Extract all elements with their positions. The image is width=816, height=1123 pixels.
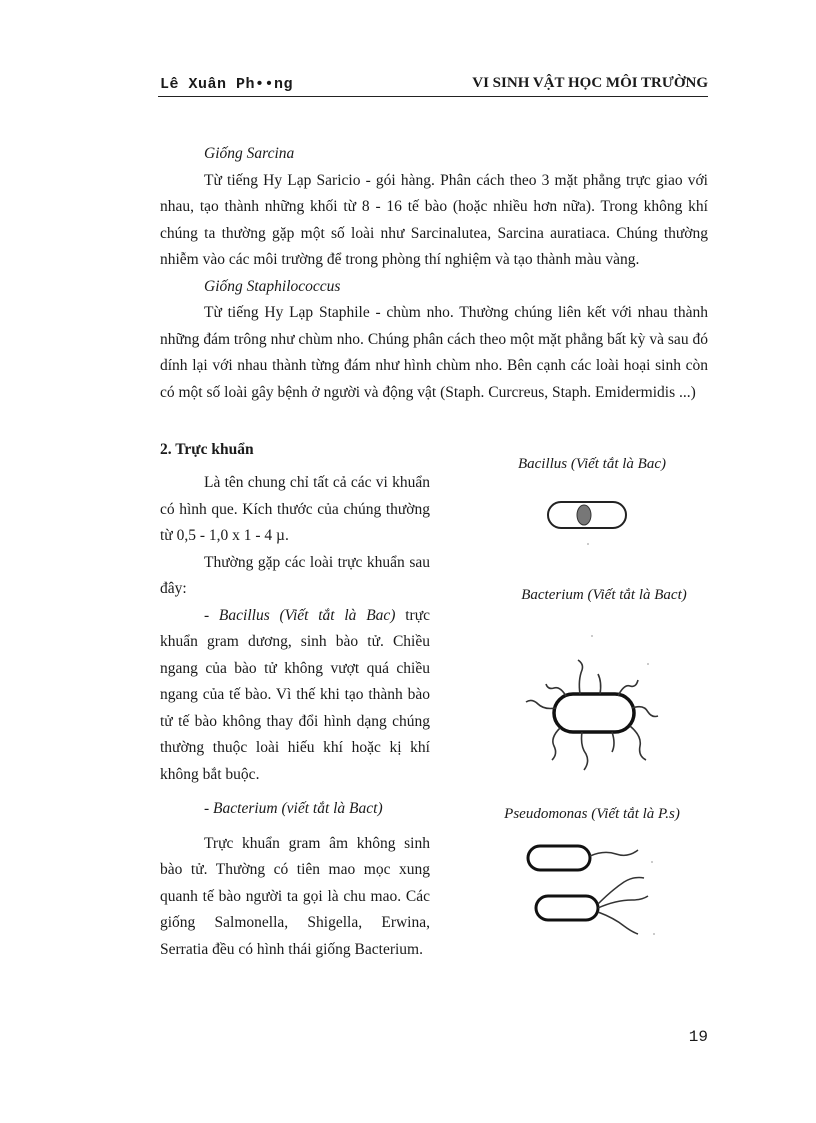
staphylococcus-paragraph: Từ tiếng Hy Lạp Staphile - chùm nho. Thường chúng liên kết với nhau thành những đám trông như chùm nho. Chúng phân cách theo một mặt phẳng bất kỳ và sau đó dính lại với nhau thành từng đám như hình chùm nho. Bên cạnh các loài hoại sinh còn có một số loài gây bệnh ở người và động vật (Staph. Curcreus, Staph. Emidermidis ...) <box>160 304 708 401</box>
section-heading-bacilli: 2. Trực khuẩn <box>160 441 254 458</box>
sarcina-paragraph: Từ tiếng Hy Lạp Saricio - gói hàng. Phân cách theo 3 mặt phẳng trực giao với nhau, tạo thành những khối từ 8 - 16 tế bào (hoặc nhiều hơn nữa). Trong không khí chúng ta thường gặp một số loài như Sarcinalutea, Sarcina auratiaca. Chúng thường nhiễm vào các môi trường để trong phòng thí nghiệm và tạo thành màu vàng. <box>160 171 708 268</box>
bacterium-cell <box>554 694 634 732</box>
header-rule <box>158 96 708 97</box>
bacillus-text: trực khuẩn gram dương, sinh bào tử. Chiều ngang của bào tử không vượt quá chiều ngang của tế bào. Vì thế khi tạo thành bào tử tế bào không thay đổi hình dạng chúng thường thuộc loài hiếu khí hoặc kị khí không bắt buộc. <box>160 606 430 783</box>
body-text-top <box>160 141 708 406</box>
staphylococcus-title: Giống Staphilococcus <box>204 277 341 295</box>
bacillus-illustration <box>540 492 640 552</box>
bacterium-caption: Bacterium (Viết tắt là Bact) <box>521 587 687 603</box>
bacilli-common: Thường gặp các loài trực khuẩn sau đây: <box>160 553 430 597</box>
pseudomonas-flagella-bottom <box>598 878 648 935</box>
pseudomonas-cell-bottom <box>536 896 598 920</box>
bacillus-caption: Bacillus (Viết tắt là Bac) <box>517 456 666 472</box>
sarcina-title: Giống Sarcina <box>204 145 295 162</box>
bacterium-label: - Bacterium (viết tắt là Bact) <box>204 800 383 817</box>
bacterium-paragraph: Trực khuẩn gram âm không sinh bào tử. Thường có tiên mao mọc xung quanh tế bào người ta gọi là chu mao. Các giống Salmonella, Shigella, Erwina, Serratia đều có hình thái giống Bacterium. <box>160 834 430 958</box>
bacillus-label: - Bacillus (Viết tắt là Bac) <box>204 606 396 624</box>
bacilli-column <box>160 470 430 963</box>
bacilli-intro: Là tên chung chỉ tất cả các vi khuẩn có hình que. Kích thước của chúng thường từ 0,5 - 1,0 x 1 - 4 µ. <box>160 474 430 544</box>
pseudomonas-caption: Pseudomonas (Viết tắt là P.s) <box>504 806 680 822</box>
running-header-title: VI SINH VẬT HỌC MÔI TRƯỜNG <box>472 75 708 91</box>
pseudomonas-cell-top <box>528 846 590 870</box>
pseudomonas-illustration <box>520 838 670 948</box>
bacterium-flagella <box>526 660 658 770</box>
running-header-author: Lê Xuân Ph••ng <box>160 76 294 93</box>
page-number: 19 <box>688 1028 708 1046</box>
bacillus-spore <box>577 505 591 525</box>
pseudomonas-flagellum-top <box>590 850 638 856</box>
bacterium-illustration <box>520 628 670 788</box>
bacillus-paragraph <box>160 603 430 789</box>
